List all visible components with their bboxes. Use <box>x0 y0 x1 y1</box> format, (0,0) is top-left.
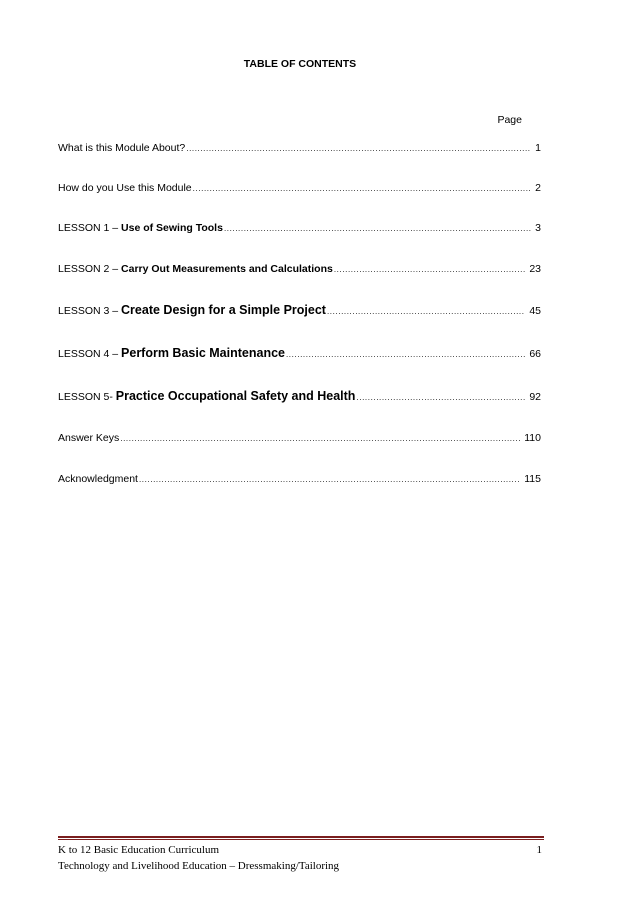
dot-leader <box>139 475 520 484</box>
footer-page-number: 1 <box>536 844 542 856</box>
dot-leader <box>120 434 520 443</box>
toc-entry-label: LESSON 2 – Carry Out Measurements and Calculations <box>58 263 333 275</box>
toc-entry-how-to-use[interactable] <box>58 182 541 194</box>
dot-leader <box>186 144 531 153</box>
toc-entry-page: 1 <box>535 142 541 154</box>
toc-entry-lesson-5[interactable] <box>58 389 541 403</box>
dot-leader <box>193 184 532 193</box>
toc-entry-page: 2 <box>535 182 541 194</box>
toc-entry-lesson-3[interactable] <box>58 303 541 317</box>
toc-entry-page: 3 <box>535 222 541 234</box>
toc-entry-label: Acknowledgment <box>58 473 138 485</box>
toc-entry-module-about[interactable] <box>58 142 541 154</box>
toc-entry-acknowledgment[interactable] <box>58 473 541 485</box>
toc-entry-lesson-1[interactable] <box>58 222 541 234</box>
toc-entry-page: 23 <box>529 263 541 275</box>
dot-leader <box>224 224 531 233</box>
footer-rule-thin <box>58 839 544 840</box>
footer-rule <box>58 836 544 838</box>
footer-text <box>58 842 339 874</box>
toc-entry-label: What is this Module About? <box>58 142 186 154</box>
toc-entry-label: LESSON 4 – Perform Basic Maintenance <box>58 346 285 360</box>
toc-entry-label: LESSON 1 – Use of Sewing Tools <box>58 222 223 234</box>
toc-entry-lesson-4[interactable] <box>58 346 541 360</box>
page-column-label: Page <box>497 114 522 126</box>
toc-entry-answer-keys[interactable] <box>58 432 541 444</box>
footer-subject: Technology and Livelihood Education – Dressmaking/Tailoring <box>58 860 340 872</box>
toc-entry-page: 66 <box>529 348 541 360</box>
toc-entry-label: How do you Use this Module <box>58 182 192 194</box>
toc-entry-page: 115 <box>524 473 541 485</box>
dot-leader <box>334 265 525 274</box>
dot-leader <box>356 393 525 402</box>
toc-entry-lesson-2[interactable] <box>58 263 541 275</box>
dot-leader <box>327 307 525 316</box>
toc-entry-page: 92 <box>529 391 541 403</box>
toc-entry-page: 45 <box>529 305 541 317</box>
toc-entry-label: LESSON 5- Practice Occupational Safety and Health <box>58 389 356 403</box>
toc-entry-label: LESSON 3 – Create Design for a Simple Project <box>58 303 326 317</box>
toc-title: TABLE OF CONTENTS <box>243 58 357 70</box>
dot-leader <box>286 350 525 359</box>
toc-entry-label: Answer Keys <box>58 432 120 444</box>
footer-curriculum: K to 12 Basic Education Curriculum <box>58 844 219 856</box>
toc-entry-page: 110 <box>524 432 541 444</box>
